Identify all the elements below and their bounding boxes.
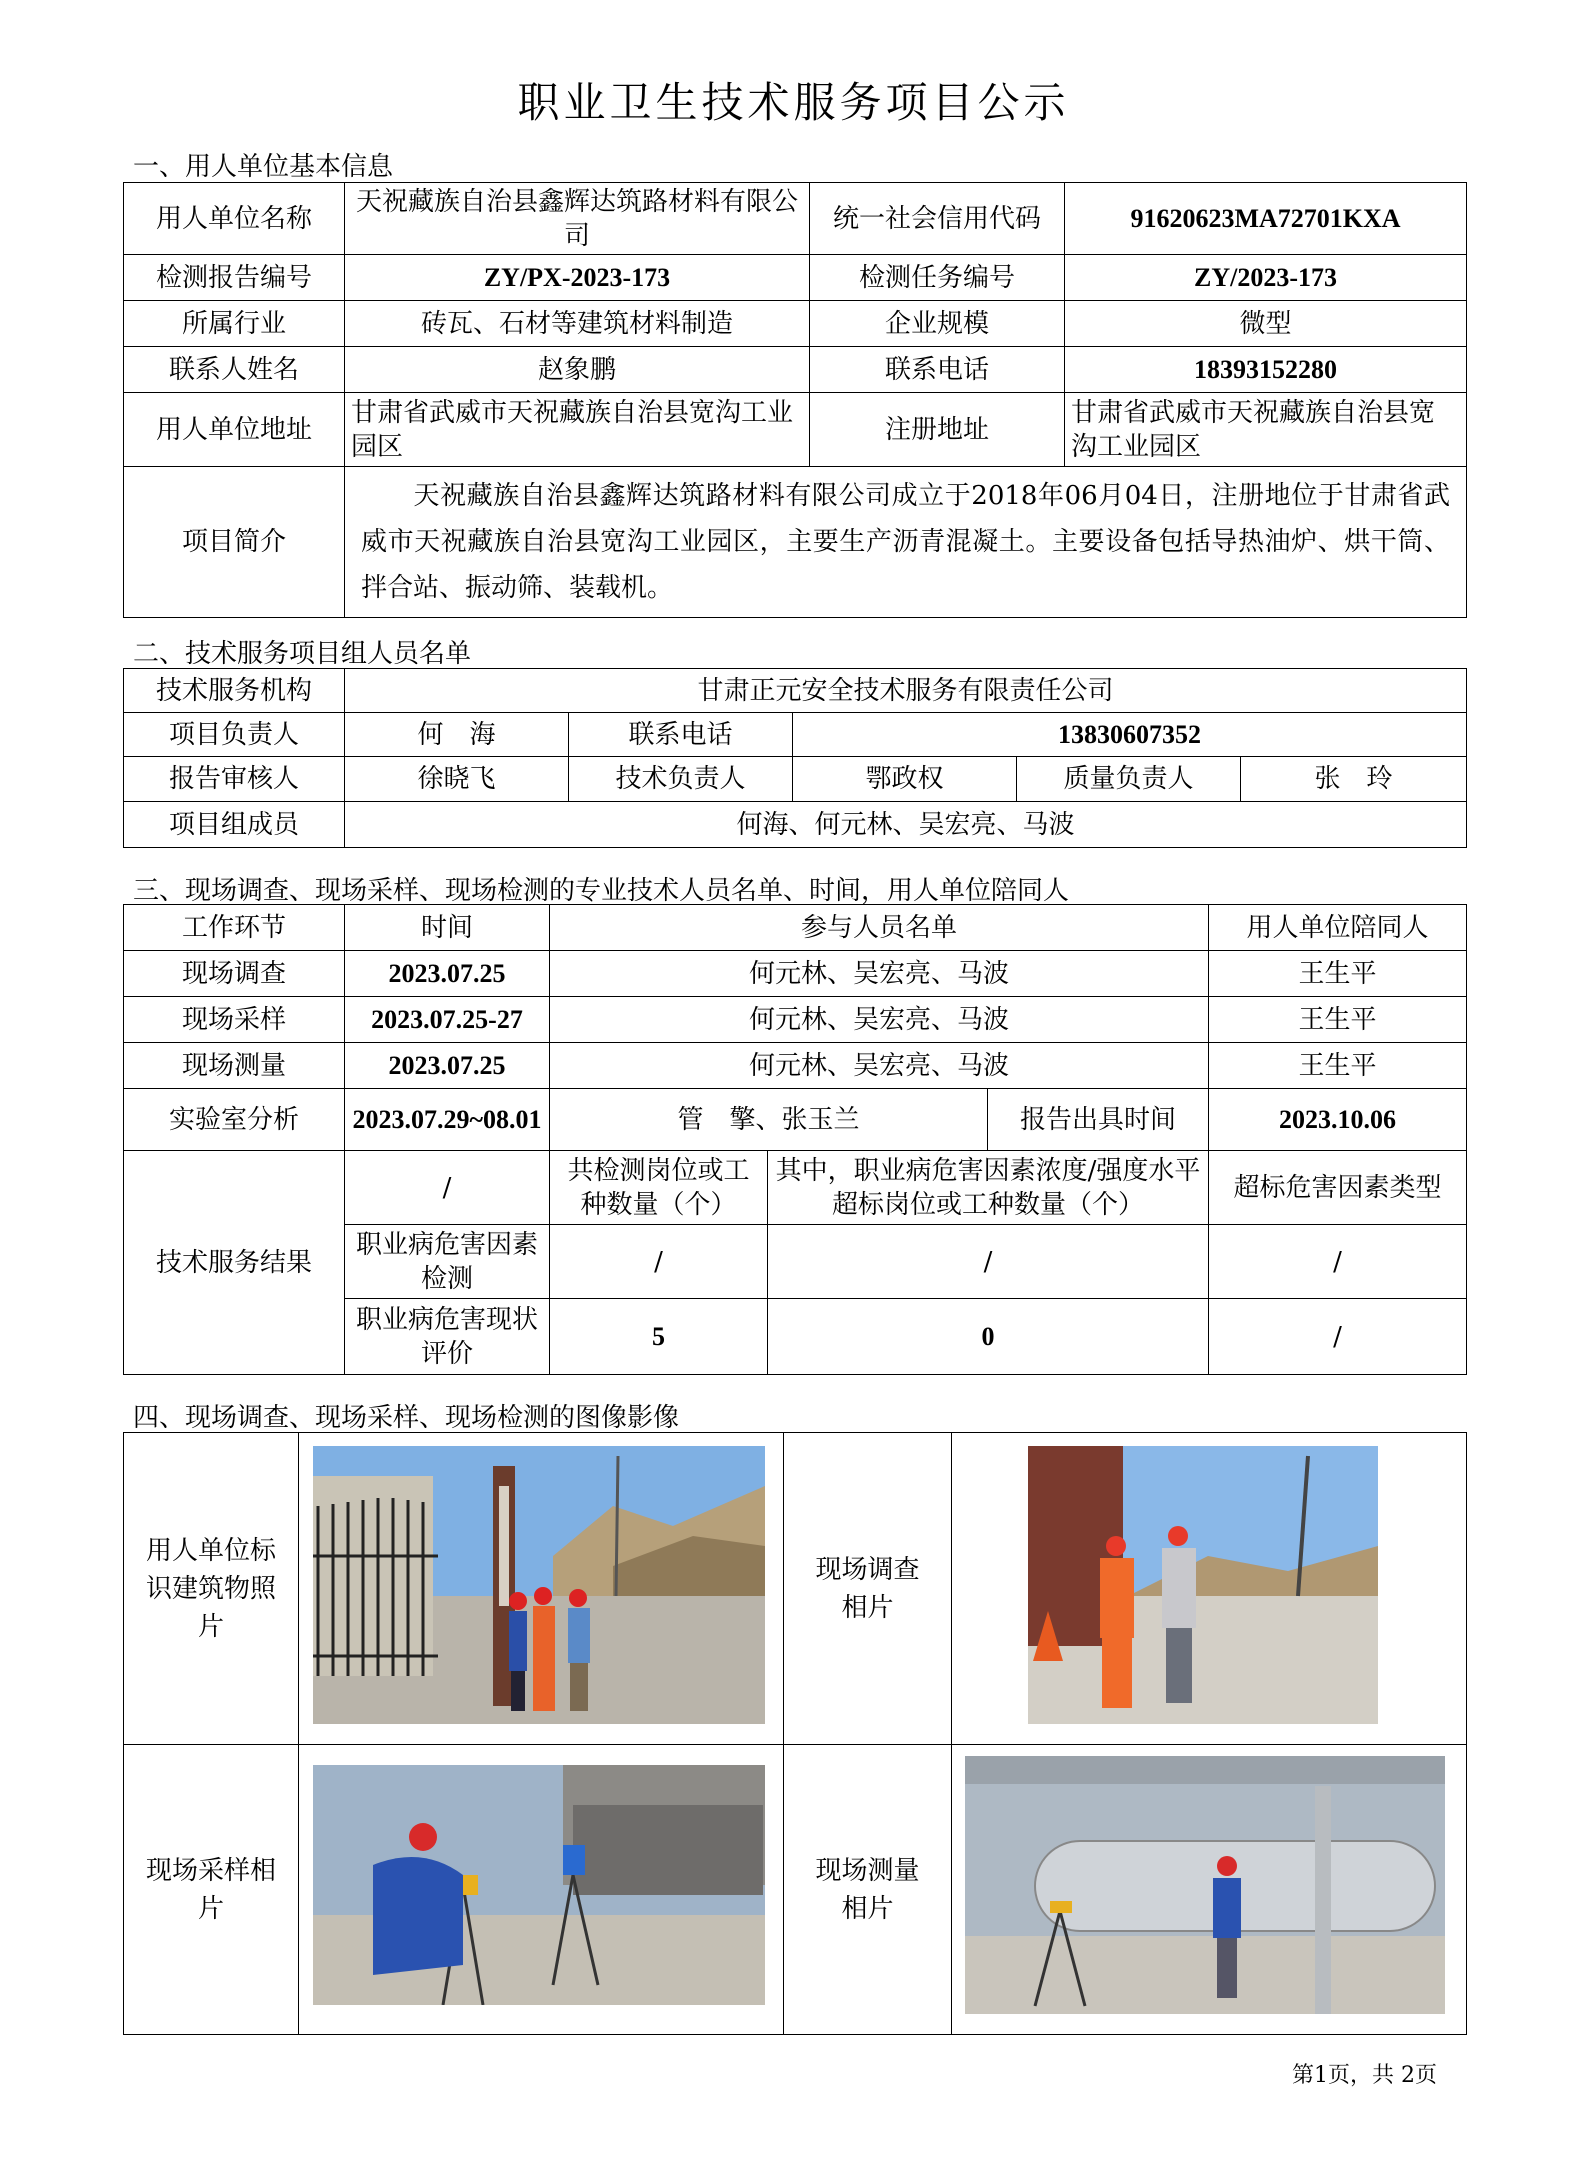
stage: 现场调查 xyxy=(124,951,345,997)
scale-label: 企业规模 xyxy=(810,301,1065,347)
time: 2023.07.25 xyxy=(345,1043,550,1089)
org-name: 甘肃正元安全技术服务有限责任公司 xyxy=(345,669,1467,713)
tech-lead: 鄂政权 xyxy=(793,757,1017,802)
table-row xyxy=(124,951,1467,997)
companion: 王生平 xyxy=(1209,951,1467,997)
people-header: 参与人员名单 xyxy=(550,905,1209,951)
people: 何元林、吴宏亮、马波 xyxy=(550,997,1209,1043)
reviewer: 徐晓飞 xyxy=(345,757,569,802)
phone: 18393152280 xyxy=(1065,347,1467,393)
issue-date: 2023.10.06 xyxy=(1209,1089,1467,1151)
stage-header: 工作环节 xyxy=(124,905,345,951)
photo-1-label: 用人单位标识建筑物照片 xyxy=(124,1433,299,1745)
r1-type: / xyxy=(1209,1225,1467,1299)
basic-info-table xyxy=(123,182,1467,618)
address: 甘肃省武威市天祝藏族自治县宽沟工业园区 xyxy=(345,393,810,467)
r2-label: 职业病危害现状评价 xyxy=(345,1299,550,1375)
credit-code: 91620623MA72701KXA xyxy=(1065,183,1467,255)
report-no: ZY/PX-2023-173 xyxy=(345,255,810,301)
result-label: 技术服务结果 xyxy=(124,1151,345,1375)
reg-address-label: 注册地址 xyxy=(810,393,1065,467)
company-sign-photo xyxy=(313,1446,765,1724)
reviewer-label: 报告审核人 xyxy=(124,757,345,802)
r1-exceed: / xyxy=(768,1225,1209,1299)
leader-phone: 13830607352 xyxy=(793,713,1467,757)
stage: 现场测量 xyxy=(124,1043,345,1089)
r2-count: 5 xyxy=(550,1299,768,1375)
company-label: 用人单位名称 xyxy=(124,183,345,255)
table-row xyxy=(124,1043,1467,1089)
exceed-header: 其中，职业病危害因素浓度/强度水平超标岗位或工种数量（个） xyxy=(768,1151,1209,1225)
r1-count: / xyxy=(550,1225,768,1299)
photo-2-label: 现场调查相片 xyxy=(784,1433,952,1745)
company-name: 天祝藏族自治县鑫辉达筑路材料有限公司 xyxy=(345,183,810,255)
table-row xyxy=(124,997,1467,1043)
leader-label: 项目负责人 xyxy=(124,713,345,757)
reg-address: 甘肃省武威市天祝藏族自治县宽沟工业园区 xyxy=(1065,393,1467,467)
field-table xyxy=(123,904,1467,1375)
r2-type: / xyxy=(1209,1299,1467,1375)
issue-label: 报告出具时间 xyxy=(988,1089,1209,1151)
people: 何元林、吴宏亮、马波 xyxy=(550,951,1209,997)
lab-stage: 实验室分析 xyxy=(124,1089,345,1151)
contact-name: 赵象鹏 xyxy=(345,347,810,393)
industry-label: 所属行业 xyxy=(124,301,345,347)
members-label: 项目组成员 xyxy=(124,802,345,848)
stage: 现场采样 xyxy=(124,997,345,1043)
page-title: 职业卫生技术服务项目公示 xyxy=(517,78,1070,127)
r2-exceed: 0 xyxy=(768,1299,1209,1375)
leader: 何 海 xyxy=(345,713,569,757)
people: 何元林、吴宏亮、马波 xyxy=(550,1043,1209,1089)
photo-4-label: 现场测量相片 xyxy=(784,1745,952,2035)
section-3-heading: 三、现场调查、现场采样、现场检测的专业技术人员名单、时间，用人单位陪同人 xyxy=(133,876,1070,906)
task-no: ZY/2023-173 xyxy=(1065,255,1467,301)
result-slash: / xyxy=(345,1151,550,1225)
industry: 砖瓦、石材等建筑材料制造 xyxy=(345,301,810,347)
team-table xyxy=(123,668,1467,848)
time: 2023.07.25 xyxy=(345,951,550,997)
lab-people: 管 擎、张玉兰 xyxy=(550,1089,988,1151)
address-label: 用人单位地址 xyxy=(124,393,345,467)
time-header: 时间 xyxy=(345,905,550,951)
project-intro: 天祝藏族自治县鑫辉达筑路材料有限公司成立于2018年06月04日，注册地位于甘肃省武威市天祝藏族自治县宽沟工业园区，主要生产沥青混凝土。主要设备包括导热油炉、烘干筒、拌合站、振动筛、装载机。 xyxy=(345,467,1467,618)
members: 何海、何元林、吴宏亮、马波 xyxy=(345,802,1467,848)
survey-photo xyxy=(1028,1446,1378,1724)
contact-label: 联系人姓名 xyxy=(124,347,345,393)
tech-label: 技术负责人 xyxy=(569,757,793,802)
time: 2023.07.25-27 xyxy=(345,997,550,1043)
phone-label: 联系电话 xyxy=(810,347,1065,393)
measurement-photo xyxy=(965,1756,1445,2014)
companion: 王生平 xyxy=(1209,1043,1467,1089)
intro-label: 项目简介 xyxy=(124,467,345,618)
report-no-label: 检测报告编号 xyxy=(124,255,345,301)
lab-time: 2023.07.29~08.01 xyxy=(345,1089,550,1151)
task-no-label: 检测任务编号 xyxy=(810,255,1065,301)
count-header: 共检测岗位或工种数量（个） xyxy=(550,1151,768,1225)
section-4-heading: 四、现场调查、现场采样、现场检测的图像影像 xyxy=(133,1403,680,1433)
sampling-photo xyxy=(313,1765,765,2005)
credit-label: 统一社会信用代码 xyxy=(810,183,1065,255)
r1-label: 职业病危害因素检测 xyxy=(345,1225,550,1299)
section-1-heading: 一、用人单位基本信息 xyxy=(133,152,394,182)
companion: 王生平 xyxy=(1209,997,1467,1043)
type-header: 超标危害因素类型 xyxy=(1209,1151,1467,1225)
scale: 微型 xyxy=(1065,301,1467,347)
quality-label: 质量负责人 xyxy=(1017,757,1241,802)
page-footer: 第1页，共 2页 xyxy=(1292,2063,1437,2088)
quality-lead: 张 玲 xyxy=(1241,757,1467,802)
section-2-heading: 二、技术服务项目组人员名单 xyxy=(133,639,472,669)
org-label: 技术服务机构 xyxy=(124,669,345,713)
companion-header: 用人单位陪同人 xyxy=(1209,905,1467,951)
leader-phone-label: 联系电话 xyxy=(569,713,793,757)
photo-3-label: 现场采样相片 xyxy=(124,1745,299,2035)
